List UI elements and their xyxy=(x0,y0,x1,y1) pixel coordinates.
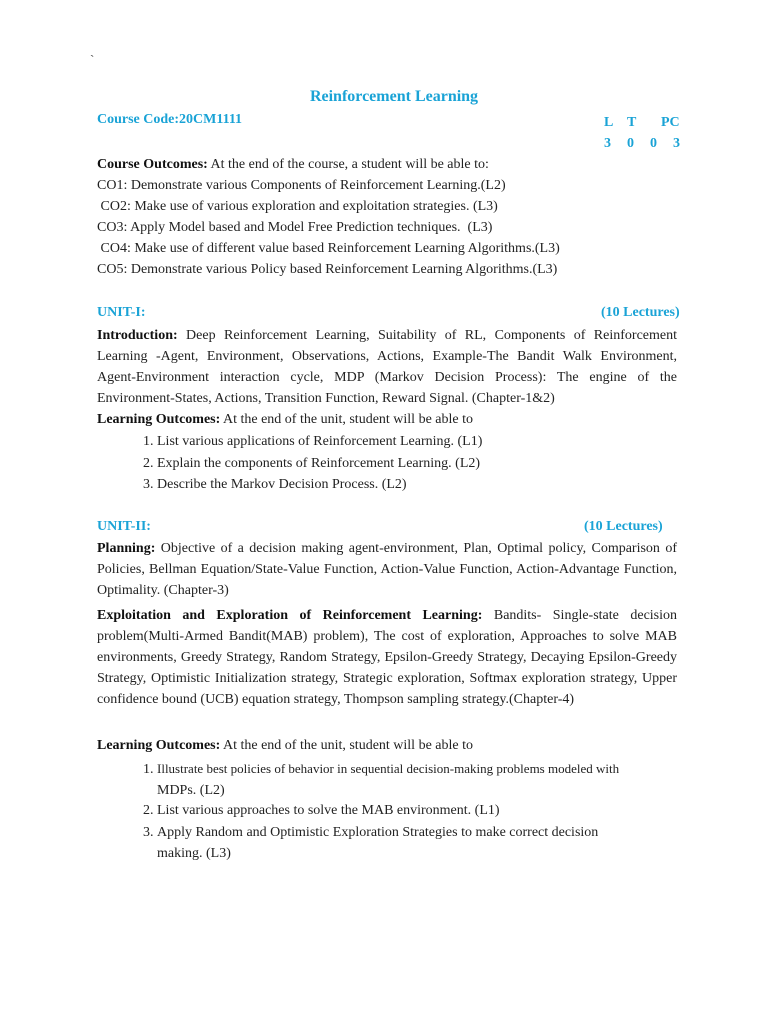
unit1-intro-heading: Introduction: xyxy=(97,328,178,343)
unit1-lo-line xyxy=(97,409,473,430)
unit2-lo-item-number: 2. xyxy=(143,803,154,818)
co-item: CO3: Apply Model based and Model Free Prediction techniques. (L3) xyxy=(97,220,493,235)
ltpc-label-l: L xyxy=(604,115,614,130)
unit1-lo-heading: Learning Outcomes: xyxy=(97,412,221,427)
course-code: Course Code:20CM1111 xyxy=(97,112,243,127)
co-item: CO1: Demonstrate various Components of Reinforcement Learning.(L2) xyxy=(97,178,506,193)
unit2-lo-item xyxy=(143,758,663,801)
stray-mark: ` xyxy=(90,52,95,67)
unit2-exploitation xyxy=(97,605,677,710)
course-outcomes-heading-line xyxy=(97,154,489,175)
course-outcomes-heading: Course Outcomes: xyxy=(97,157,208,172)
co-item: CO2: Make use of various exploration and exploitation strategies. (L3) xyxy=(97,199,498,214)
unit2-planning xyxy=(97,538,677,601)
unit1-lo-item: 2. Explain the components of Reinforcement Learning. (L2) xyxy=(143,456,481,471)
ltpc-labels xyxy=(604,112,696,133)
unit2-lo-intro: At the end of the unit, student will be able to xyxy=(220,738,473,753)
unit1-lo-item: 1. List various applications of Reinforcement Learning. (L1) xyxy=(143,434,483,449)
unit1-label: UNIT-I: xyxy=(97,305,146,320)
unit1-introduction xyxy=(97,325,677,409)
unit1-lo-intro: At the end of the unit, student will be able to xyxy=(220,412,473,427)
unit2-lo-item-text: Illustrate best policies of behavior in sequential decision-making problems modeled with xyxy=(157,761,620,776)
ltpc-value-l: 3 xyxy=(604,136,611,151)
unit2-lo-heading: Learning Outcomes: xyxy=(97,738,221,753)
unit1-lectures: (10 Lectures) xyxy=(601,305,680,320)
ltpc-label-pc: PC xyxy=(661,115,680,130)
ltpc-value-c: 3 xyxy=(673,136,680,151)
unit2-lo-item xyxy=(143,800,663,821)
ltpc-label-t: T xyxy=(627,115,637,130)
page-title: Reinforcement Learning xyxy=(309,88,479,105)
unit2-lo-item-text: List various approaches to solve the MAB environment. (L1) xyxy=(157,803,500,818)
ltpc-values xyxy=(604,133,696,154)
unit2-lectures: (10 Lectures) xyxy=(584,519,663,534)
unit1-intro-text: Deep Reinforcement Learning, Suitability of RL, Components of Reinforcement Learning -Agent, Environment, Observations, Actions, Example-The Bandit Walk Environment, Agent-Environment interaction cycle, MDP (Markov Decision Process): The engine of the Environment-States, Actions, Transition Function, Reward Signal. (Chapter-1&2) xyxy=(97,328,677,406)
unit2-label: UNIT-II: xyxy=(97,519,151,534)
unit2-exploit-text: Bandits- Single-state decision problem(Multi-Armed Bandit(MAB) problem), The cost of exploration, Approaches to solve MAB environments, Greedy Strategy, Random Strategy, Epsilon-Greedy Strategy, Decaying Epsilon-Greedy Strategy, Optimistic Initialization strategy, Strategic exploration, Softmax exploration strategy, Upper confidence bound (UCB) equation strategy, Thompson sampling strategy.(Chapter-4) xyxy=(97,608,678,707)
unit2-lo-item-continuation: MDPs. (L2) xyxy=(157,783,225,798)
unit2-lo-item-number: 1. xyxy=(143,762,154,777)
unit1-lo-item: 3. Describe the Markov Decision Process. (L2) xyxy=(143,477,407,492)
co-item: CO5: Demonstrate various Policy based Reinforcement Learning Algorithms.(L3) xyxy=(97,262,558,277)
unit2-planning-text: Objective of a decision making agent-environment, Plan, Optimal policy, Comparison of Policies, Bellman Equation/State-Value Function, Action-Value Function, Action-Advantage Function, Optimality. (Chapter-3) xyxy=(97,541,677,598)
ltpc-value-p: 0 xyxy=(650,136,657,151)
co-item: CO4: Make use of different value based Reinforcement Learning Algorithms.(L3) xyxy=(97,241,560,256)
ltpc-value-t: 0 xyxy=(627,136,634,151)
unit2-lo-item-number: 3. xyxy=(143,825,154,840)
unit2-lo-item-text: Apply Random and Optimistic Exploration Strategies to make correct decision xyxy=(157,825,599,840)
unit2-lo-line xyxy=(97,735,473,756)
unit2-exploit-heading: Exploitation and Exploration of Reinforcement Learning: xyxy=(97,608,483,623)
unit2-planning-heading: Planning: xyxy=(97,541,156,556)
unit2-lo-item xyxy=(143,822,663,864)
course-outcomes-intro: At the end of the course, a student will be able to: xyxy=(207,157,489,172)
ltpc-table xyxy=(604,112,696,154)
unit2-lo-item-continuation: making. (L3) xyxy=(157,846,231,861)
